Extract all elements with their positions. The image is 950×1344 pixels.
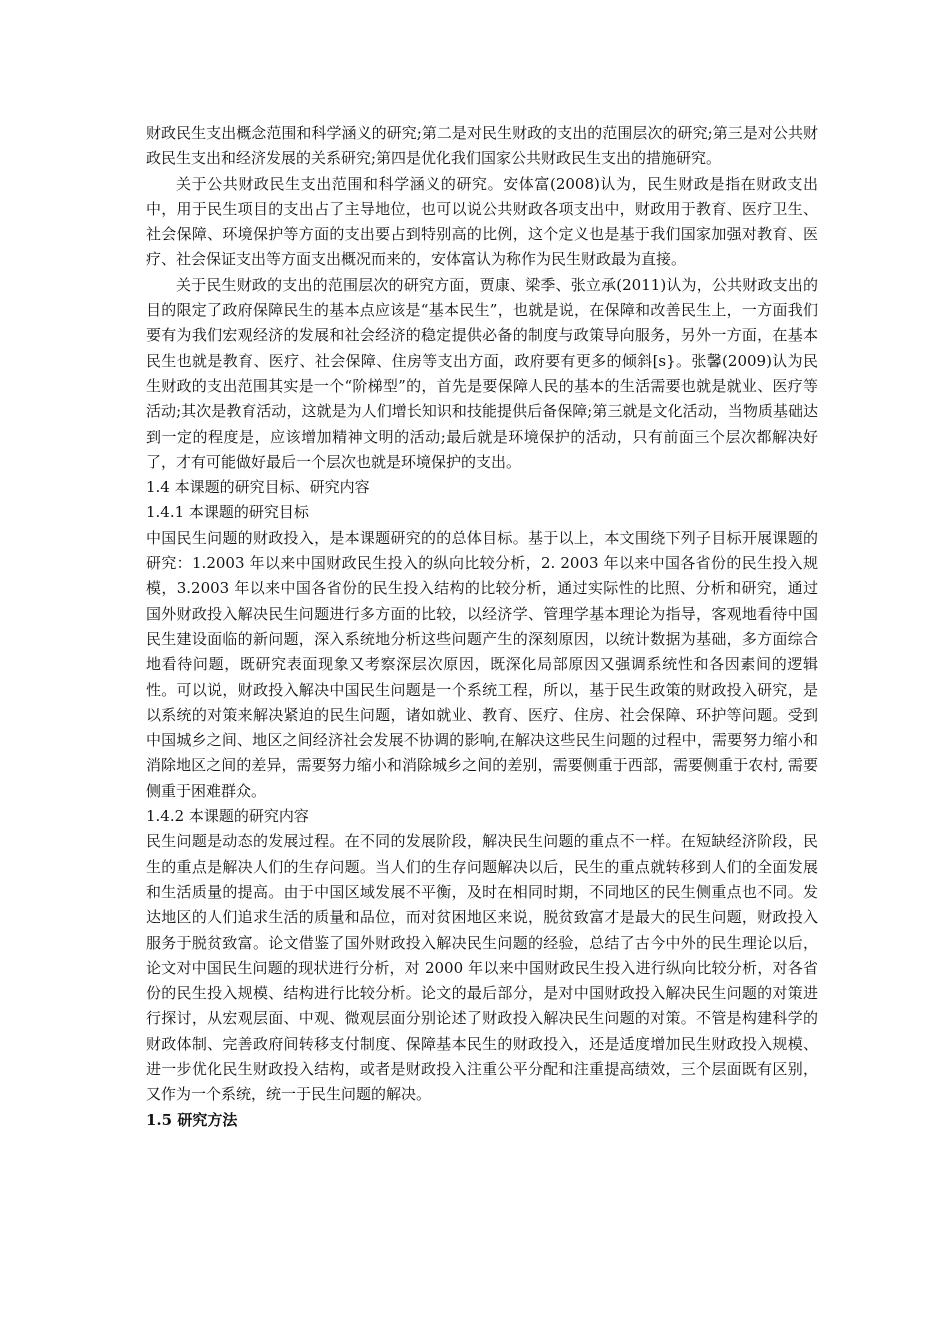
paragraph-research-goals: 中国民生问题的财政投入，是本课题研究的的总体目标。基于以上，本文围绕下列子目标开展课题的研究：1.2003 年以来中国财政民生投入的纵向比较分析，2. 2003 年以来中国各省份的民生投入规模，3.2003 年以来中国各省份的民生投入结构的比较分析，通过实际性的比照、分析和研究，通过国外财政投入解决民生问题进行多方面的比较，以经济学、管理学基本理论为指导，客观地看待中国民生建设面临的新问题，深入系统地分析这些问题产生的深刻原因，以统计数据为基础，多方面综合地看待问题，既研究表面现象又考察深层次原因，既深化局部原因又强调系统性和各因素间的逻辑性。可以说，财政投入解决中国民生问题是一个系统工程，所以，基于民生政策的财政投入研究，是以系统的对策来解决紧迫的民生问题，诸如就业、教育、医疗、住房、社会保障、环护等问题。受到中国城乡之间、地区之间经济社会发展不协调的影响,在解决这些民生问题的过程中，需要努力缩小和消除地区之间的差异，需要努力缩小和消除城乡之间的差别，需要侧重于西部，需要侧重于农村, 需要侧重于困难群众。 (146, 528, 818, 800)
section-heading-1-4: 1.4 本课题的研究目标、研究内容 (146, 478, 370, 497)
section-heading-1-4-1: 1.4.1 本课题的研究目标 (146, 503, 309, 522)
paragraph-scope-definition: 关于公共财政民生支出范围和科学涵义的研究。安体富(2008)认为，民生财政是指在财政支出中，用于民生项目的支出占了主导地位，也可以说公共财政各项支出中，财政用于教育、医疗卫生、社会保障、环境保护等方面的支出要占到特别高的比例，这个定义也是基于我们国家加强对教育、医疗、社会保证支出等方面支出概况而来的，安体富认为称作为民生财政最为直接。 (146, 174, 818, 269)
paragraph-scope-levels: 关于民生财政的支出的范围层次的研究方面，贾康、梁季、张立承(2011)认为，公共财政支出的目的限定了政府保障民生的基本点应该是“基本民生”，也就是说，在保障和改善民生上，一方面我们要有为我们宏观经济的发展和社会经济的稳定提供必备的制度与政策导向服务，另外一方面，在基本民生也就是教育、医疗、社会保障、住房等支出方面，政府要有更多的倾斜[s}。张馨(2009)认为民生财政的支出范围其实是一个“阶梯型”的，首先是要保障人民的基本的生活需要也就是就业、医疗等活动;其次是教育活动，这就是为人们增长知识和技能提供后备保障;第三就是文化活动，当物质基础达到一定的程度是，应该增加精神文明的活动;最后就是环境保护的活动，只有前面三个层次都解决好了，才有可能做好最后一个层次也就是环境保护的支出。 (146, 275, 818, 471)
document-page (146, 121, 818, 1133)
section-heading-1-4-2: 1.4.2 本课题的研究内容 (146, 807, 309, 826)
paragraph-intro-continued: 财政民生支出概念范围和科学涵义的研究;第二是对民生财政的支出的范围层次的研究;第三是对公共财政民生支出和经济发展的关系研究;第四是优化我们国家公共财政民生支出的措施研究。 (146, 124, 818, 168)
paragraph-research-content: 民生问题是动态的发展过程。在不同的发展阶段，解决民生问题的重点不一样。在短缺经济阶段，民生的重点是解决人们的生存问题。当人们的生存问题解决以后，民生的重点就转移到人们的全面发展和生活质量的提高。由于中国区域发展不平衡，及时在相同时期，不同地区的民生侧重点也不同。发达地区的人们追求生活的质量和品位，而对贫困地区来说，脱贫致富才是最大的民生问题，财政投入服务于脱贫致富。论文借鉴了国外财政投入解决民生问题的经验，总结了古今中外的民生理论以后，论文对中国民生问题的现状进行分析，对 2000 年以来中国财政民生投入进行纵向比较分析，对各省份的民生投入规模、结构进行比较分析。论文的最后部分，是对中国财政投入解决民生问题的对策进行探讨，从宏观层面、中观、微观层面分别论述了财政投入解决民生问题的对策。不管是构建科学的财政体制、完善政府间转移支付制度、保障基本民生的财政投入，还是适度增加民生财政投入规模、进一步优化民生财政投入结构，或者是财政投入注重公平分配和注重提高绩效，三个层面既有区别，又作为一个系统，统一于民生问题的解决。 (146, 832, 818, 1104)
section-heading-1-5: 1.5 研究方法 (146, 1110, 238, 1129)
